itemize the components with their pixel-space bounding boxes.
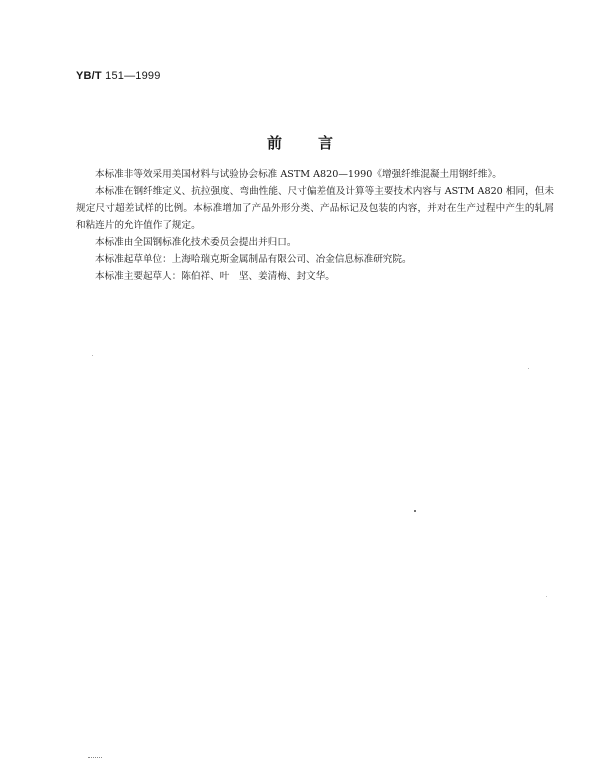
paragraph-adoption: 本标准非等效采用美国材料与试验协会标准 ASTM A820—1990《增强纤维混凝土用钢纤维》。 (95, 169, 502, 180)
page-title: 前言 (266, 134, 369, 152)
scan-speck (92, 355, 93, 356)
paragraph-differences: 本标准在钢纤维定义、抗拉强度、弯曲性能、尺寸偏差值及计算等主要技术内容与 ASTM A820 相同，但未规定尺寸超差试样的比例。本标准增加了产品外形分类、产品标记及包装的内容，并对在生产过程中产生的轧屑和粘连片的允许值作了规定。 (76, 186, 554, 231)
paragraph-drafting-units: 本标准起草单位：上海哈瑞克斯金属制品有限公司、冶金信息标准研究院。 (95, 254, 412, 265)
footer-mark (88, 757, 102, 761)
document-code (76, 70, 161, 82)
paragraph-proposer: 本标准由全国钢标准化技术委员会提出并归口。 (95, 237, 297, 248)
scan-speck (546, 596, 547, 597)
paragraph-drafters: 本标准主要起草人：陈伯祥、叶 坚、姜清梅、封文华。 (95, 271, 335, 282)
scan-speck (414, 510, 416, 512)
foreword-body (76, 166, 554, 285)
scan-speck (528, 368, 529, 369)
document-code-number: 151—1999 (105, 70, 161, 82)
document-code-prefix: YB/T (76, 70, 102, 82)
